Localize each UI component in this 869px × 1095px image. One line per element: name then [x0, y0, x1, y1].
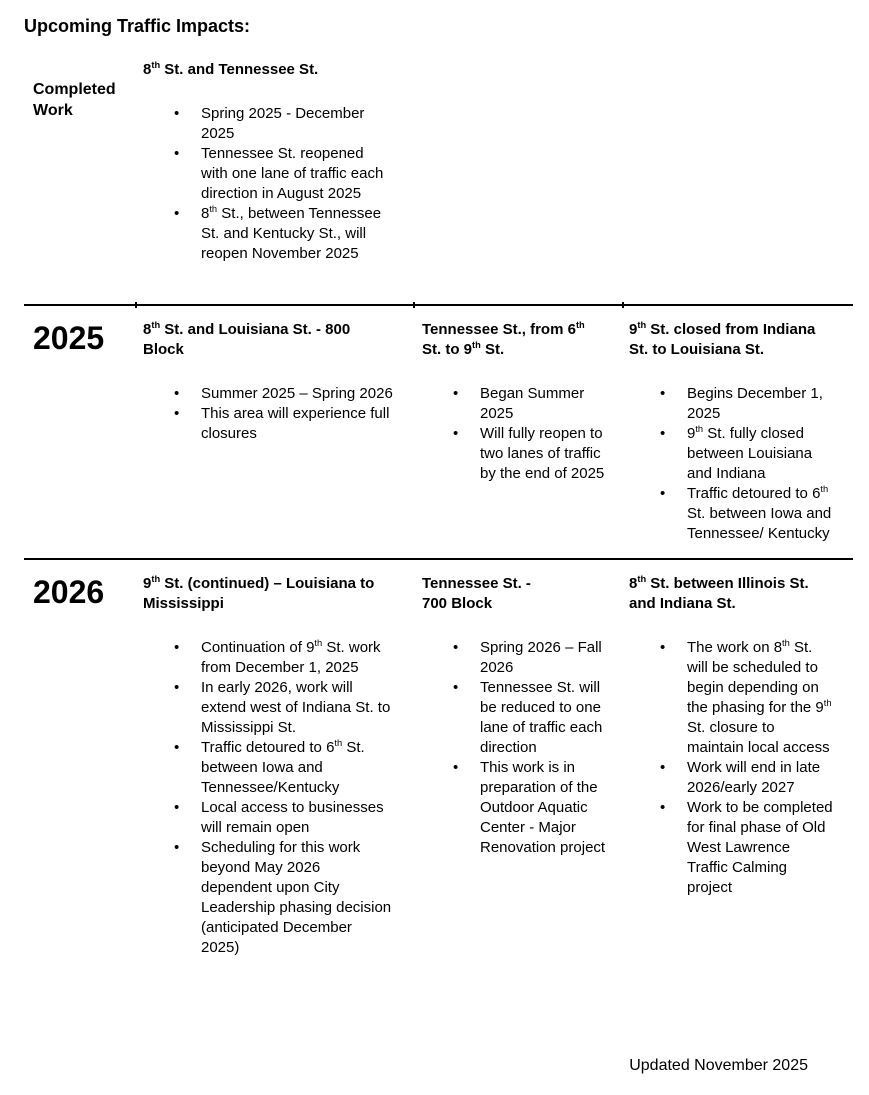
column-divider-tick	[135, 302, 137, 308]
bullet-item: • Traffic detoured to 6th St. between Iowa and Tennessee/ Kentucky	[659, 484, 834, 544]
bullet-item: • Tennessee St. will be reduced to one lane of traffic each direction	[452, 678, 620, 758]
project-heading: 9th St. (continued) – Louisiana to Mississippi	[143, 574, 375, 612]
project-bullets	[143, 384, 394, 444]
bullet-item: • Traffic detoured to 6th St. between Iowa and Tennessee/Kentucky	[173, 738, 394, 798]
project-heading: Tennessee St., from 6th St. to 9th St.	[422, 320, 585, 358]
table-row-completed-work	[24, 55, 853, 304]
project-heading: 8th St. between Illinois St. and Indiana St.	[629, 574, 809, 612]
project-cell-8th-and-tennessee	[136, 55, 414, 304]
project-bullets	[422, 384, 620, 484]
project-cell-8th-and-louisiana	[136, 306, 414, 558]
project-bullets	[143, 638, 394, 958]
column-divider-tick	[622, 302, 624, 308]
bullet-item: • Continuation of 9th St. work from December 1, 2025	[173, 638, 394, 678]
project-heading: 8th St. and Tennessee St.	[143, 60, 319, 78]
bullet-item: • Summer 2025 – Spring 2026	[173, 384, 394, 404]
bullet-item: • Begins December 1, 2025	[659, 384, 834, 424]
project-heading: 8th St. and Louisiana St. - 800 Block	[143, 320, 351, 358]
project-cell-9th-closed	[623, 306, 853, 558]
bullet-item: • Local access to businesses will remain open	[173, 798, 394, 838]
bullet-item: • 9th St. fully closed between Louisiana and Indiana	[659, 424, 834, 484]
bullet-item: • Spring 2025 - December 2025	[173, 104, 394, 144]
traffic-impacts-table	[24, 55, 853, 958]
updated-date: Updated November 2025	[629, 1057, 808, 1074]
empty-cell	[623, 55, 853, 304]
bullet-item: • Work to be completed for final phase of Old West Lawrence Traffic Calming project	[659, 798, 834, 898]
row-label-2025: 2025	[33, 320, 105, 356]
bullet-item: • 8th St., between Tennessee St. and Kentucky St., will reopen November 2025	[173, 204, 394, 264]
project-bullets	[143, 104, 394, 264]
project-bullets	[629, 384, 834, 544]
project-bullets	[629, 638, 834, 898]
project-cell-9th-continued	[136, 560, 414, 958]
project-heading: 9th St. closed from Indiana St. to Louisiana St.	[629, 320, 816, 358]
bullet-item: • Will fully reopen to two lanes of traffic by the end of 2025	[452, 424, 620, 484]
column-divider-tick	[413, 302, 415, 308]
row-label-completed-work: Completed Work	[33, 81, 116, 119]
project-cell-8th-illinois-indiana	[623, 560, 853, 958]
project-heading: Tennessee St. - 700 Block	[422, 575, 531, 612]
project-cell-tennessee-700-block	[414, 560, 623, 958]
project-cell-tennessee-6th-to-9th	[414, 306, 623, 558]
table-row-2026	[24, 558, 853, 958]
bullet-item: • Spring 2026 – Fall 2026	[452, 638, 620, 678]
empty-cell	[414, 55, 623, 304]
row-label-2026: 2026	[33, 574, 105, 610]
bullet-item: • Work will end in late 2026/early 2027	[659, 758, 834, 798]
bullet-item: • In early 2026, work will extend west of Indiana St. to Mississippi St.	[173, 678, 394, 738]
project-bullets	[422, 638, 620, 858]
bullet-item: • Began Summer 2025	[452, 384, 620, 424]
bullet-item: • The work on 8th St. will be scheduled to begin depending on the phasing for the 9th St. closure to maintain local access	[659, 638, 834, 758]
bullet-item: • Scheduling for this work beyond May 2026 dependent upon City Leadership phasing decision (anticipated December 2025)	[173, 838, 394, 958]
bullet-item: • This work is in preparation of the Outdoor Aquatic Center - Major Renovation project	[452, 758, 620, 858]
table-row-2025	[24, 304, 853, 558]
bullet-item: • Tennessee St. reopened with one lane of traffic each direction in August 2025	[173, 144, 394, 204]
bullet-item: • This area will experience full closures	[173, 404, 394, 444]
page-title: Upcoming Traffic Impacts:	[24, 16, 251, 36]
